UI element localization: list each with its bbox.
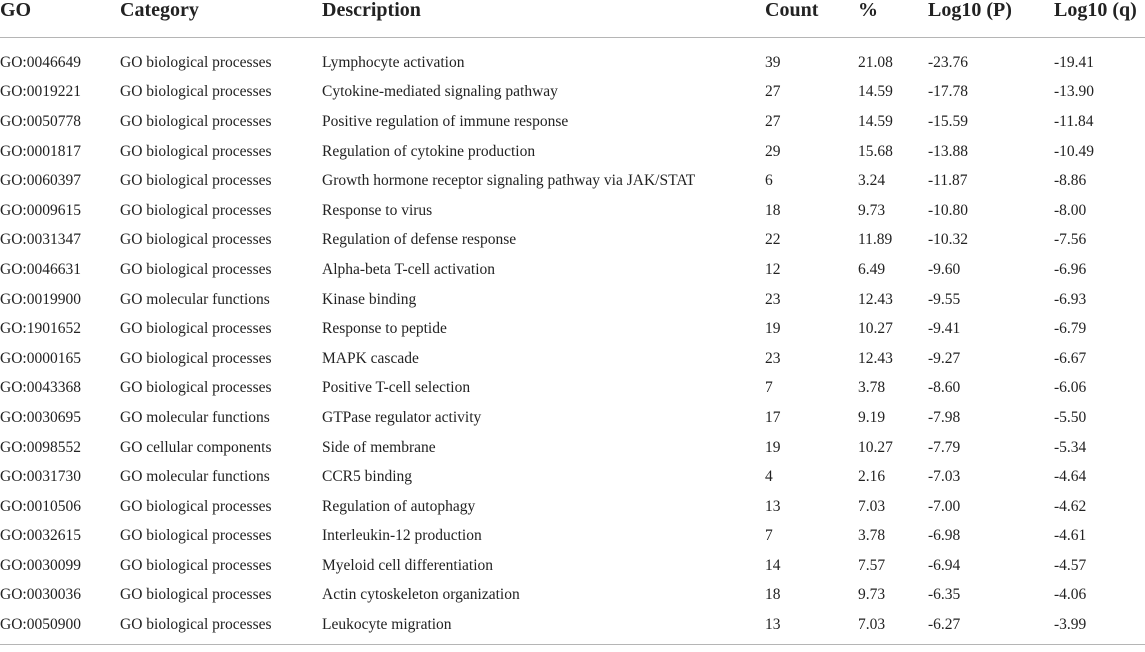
table-row bbox=[0, 78, 1145, 108]
percent-cell: 9.73 bbox=[858, 586, 886, 604]
category-cell: GO molecular functions bbox=[120, 290, 270, 308]
count-cell: 18 bbox=[765, 201, 781, 219]
percent-cell: 14.59 bbox=[858, 83, 893, 101]
category-cell: GO biological processes bbox=[120, 349, 272, 367]
log10-q-cell: -4.06 bbox=[1054, 586, 1087, 604]
category-cell: GO molecular functions bbox=[120, 408, 270, 426]
description-cell: Regulation of cytokine production bbox=[322, 142, 536, 160]
log10-p-cell: -7.03 bbox=[928, 468, 961, 486]
log10-p-cell: -10.32 bbox=[928, 231, 969, 249]
table-header bbox=[0, 0, 1145, 38]
go-id-cell: GO:0019221 bbox=[0, 83, 81, 101]
percent-cell: 12.43 bbox=[858, 290, 893, 308]
description-cell: Actin cytoskeleton organization bbox=[322, 586, 520, 604]
description-cell: Leukocyte migration bbox=[322, 610, 765, 644]
category-cell: GO biological processes bbox=[120, 142, 272, 160]
table-row bbox=[0, 433, 1145, 463]
table-row bbox=[0, 403, 1145, 433]
percent-cell: 21.08 bbox=[858, 53, 893, 71]
description-cell: Response to virus bbox=[322, 201, 433, 219]
percent-cell: 9.73 bbox=[858, 201, 886, 219]
count-cell: 6 bbox=[765, 172, 773, 190]
category-cell: GO biological processes bbox=[120, 112, 272, 130]
log10-p-cell: -23.76 bbox=[928, 53, 969, 71]
table-row bbox=[0, 344, 1145, 374]
table-row bbox=[0, 255, 1145, 285]
log10-p-cell: -6.35 bbox=[928, 586, 961, 604]
go-id-cell: GO:0098552 bbox=[0, 438, 81, 456]
log10-p-cell: -13.88 bbox=[928, 142, 969, 160]
table-row bbox=[0, 38, 1145, 78]
description-cell: CCR5 binding bbox=[322, 468, 413, 486]
log10-q-cell: -5.50 bbox=[1054, 408, 1087, 426]
table-row bbox=[0, 522, 1145, 552]
table-row bbox=[0, 196, 1145, 226]
description-cell: Response to peptide bbox=[322, 320, 447, 338]
count-cell: 18 bbox=[765, 586, 781, 604]
header-description: Description bbox=[322, 0, 765, 38]
count-cell: 12 bbox=[765, 260, 781, 278]
category-cell: GO biological processes bbox=[120, 83, 272, 101]
description-cell: Myeloid cell differentiation bbox=[322, 556, 494, 574]
table-row bbox=[0, 581, 1145, 611]
log10-q-cell: -3.99 bbox=[1054, 610, 1145, 644]
percent-cell: 7.57 bbox=[858, 556, 886, 574]
go-id-cell: GO:0000165 bbox=[0, 349, 81, 367]
log10-q-cell: -10.49 bbox=[1054, 142, 1095, 160]
log10-q-cell: -4.57 bbox=[1054, 556, 1087, 574]
category-cell: GO biological processes bbox=[120, 586, 272, 604]
category-cell: GO biological processes bbox=[120, 260, 272, 278]
log10-q-cell: -4.61 bbox=[1054, 527, 1087, 545]
description-cell: Lymphocyte activation bbox=[322, 53, 465, 71]
go-id-cell: GO:0046631 bbox=[0, 260, 81, 278]
go-id-cell: GO:0043368 bbox=[0, 379, 81, 397]
header-log10-q: Log10 (q) bbox=[1054, 0, 1145, 38]
log10-q-cell: -5.34 bbox=[1054, 438, 1087, 456]
log10-p-cell: -7.00 bbox=[928, 497, 961, 515]
table-body bbox=[0, 38, 1145, 645]
category-cell: GO biological processes bbox=[120, 379, 272, 397]
count-cell: 7 bbox=[765, 527, 773, 545]
percent-cell: 7.03 bbox=[858, 610, 928, 644]
log10-q-cell: -6.96 bbox=[1054, 260, 1087, 278]
description-cell: Positive regulation of immune response bbox=[322, 112, 569, 130]
log10-p-cell: -6.98 bbox=[928, 527, 961, 545]
log10-q-cell: -7.56 bbox=[1054, 231, 1087, 249]
percent-cell: 10.27 bbox=[858, 438, 893, 456]
description-cell: Side of membrane bbox=[322, 438, 436, 456]
percent-cell: 7.03 bbox=[858, 497, 886, 515]
go-id-cell: GO:0030099 bbox=[0, 556, 81, 574]
percent-cell: 11.89 bbox=[858, 231, 893, 249]
log10-q-cell: -4.62 bbox=[1054, 497, 1087, 515]
category-cell: GO biological processes bbox=[120, 610, 322, 644]
percent-cell: 14.59 bbox=[858, 112, 893, 130]
count-cell: 4 bbox=[765, 468, 773, 486]
count-cell: 13 bbox=[765, 610, 858, 644]
count-cell: 23 bbox=[765, 290, 781, 308]
log10-q-cell: -6.79 bbox=[1054, 320, 1087, 338]
percent-cell: 3.24 bbox=[858, 172, 886, 190]
go-id-cell: GO:0030036 bbox=[0, 586, 81, 604]
count-cell: 29 bbox=[765, 142, 781, 160]
count-cell: 23 bbox=[765, 349, 781, 367]
count-cell: 19 bbox=[765, 320, 781, 338]
table-row bbox=[0, 285, 1145, 315]
go-id-cell: GO:0031730 bbox=[0, 468, 81, 486]
header-go: GO bbox=[0, 0, 120, 38]
count-cell: 7 bbox=[765, 379, 773, 397]
go-id-cell: GO:0050900 bbox=[0, 610, 120, 644]
go-id-cell: GO:0001817 bbox=[0, 142, 81, 160]
count-cell: 27 bbox=[765, 112, 781, 130]
table-row bbox=[0, 374, 1145, 404]
header-percent: % bbox=[858, 0, 928, 38]
table-row bbox=[0, 462, 1145, 492]
log10-q-cell: -11.84 bbox=[1054, 112, 1094, 130]
percent-cell: 12.43 bbox=[858, 349, 893, 367]
count-cell: 39 bbox=[765, 53, 781, 71]
log10-p-cell: -6.94 bbox=[928, 556, 961, 574]
log10-p-cell: -6.27 bbox=[928, 610, 1054, 644]
log10-q-cell: -19.41 bbox=[1054, 53, 1095, 71]
category-cell: GO biological processes bbox=[120, 497, 272, 515]
percent-cell: 2.16 bbox=[858, 468, 886, 486]
category-cell: GO biological processes bbox=[120, 320, 272, 338]
percent-cell: 6.49 bbox=[858, 260, 886, 278]
log10-p-cell: -11.87 bbox=[928, 172, 968, 190]
log10-p-cell: -9.41 bbox=[928, 320, 961, 338]
log10-p-cell: -17.78 bbox=[928, 83, 969, 101]
category-cell: GO biological processes bbox=[120, 172, 272, 190]
table-row bbox=[0, 137, 1145, 167]
log10-p-cell: -10.80 bbox=[928, 201, 969, 219]
log10-p-cell: -9.60 bbox=[928, 260, 961, 278]
header-category: Category bbox=[120, 0, 322, 38]
category-cell: GO biological processes bbox=[120, 231, 272, 249]
go-id-cell: GO:0009615 bbox=[0, 201, 81, 219]
percent-cell: 10.27 bbox=[858, 320, 893, 338]
log10-p-cell: -7.98 bbox=[928, 408, 961, 426]
log10-p-cell: -9.27 bbox=[928, 349, 961, 367]
go-id-cell: GO:0010506 bbox=[0, 497, 81, 515]
log10-q-cell: -4.64 bbox=[1054, 468, 1087, 486]
percent-cell: 9.19 bbox=[858, 408, 886, 426]
table-row bbox=[0, 492, 1145, 522]
log10-q-cell: -13.90 bbox=[1054, 83, 1095, 101]
log10-p-cell: -7.79 bbox=[928, 438, 961, 456]
count-cell: 14 bbox=[765, 556, 781, 574]
log10-q-cell: -6.06 bbox=[1054, 379, 1087, 397]
description-cell: Alpha-beta T-cell activation bbox=[322, 260, 496, 278]
count-cell: 22 bbox=[765, 231, 781, 249]
log10-p-cell: -8.60 bbox=[928, 379, 961, 397]
go-id-cell: GO:0031347 bbox=[0, 231, 81, 249]
go-id-cell: GO:0030695 bbox=[0, 408, 81, 426]
description-cell: Kinase binding bbox=[322, 290, 417, 308]
description-cell: MAPK cascade bbox=[322, 349, 419, 367]
log10-q-cell: -8.86 bbox=[1054, 172, 1087, 190]
log10-q-cell: -6.93 bbox=[1054, 290, 1087, 308]
description-cell: Positive T-cell selection bbox=[322, 379, 471, 397]
log10-q-cell: -6.67 bbox=[1054, 349, 1087, 367]
description-cell: Regulation of defense response bbox=[322, 231, 517, 249]
table-row bbox=[0, 314, 1145, 344]
log10-p-cell: -15.59 bbox=[928, 112, 969, 130]
category-cell: GO biological processes bbox=[120, 53, 272, 71]
go-id-cell: GO:0032615 bbox=[0, 527, 81, 545]
header-count: Count bbox=[765, 0, 858, 38]
category-cell: GO cellular components bbox=[120, 438, 272, 456]
header-log10-p: Log10 (P) bbox=[928, 0, 1054, 38]
go-id-cell: GO:1901652 bbox=[0, 320, 81, 338]
category-cell: GO biological processes bbox=[120, 556, 272, 574]
go-id-cell: GO:0050778 bbox=[0, 112, 81, 130]
table-row bbox=[0, 166, 1145, 196]
go-id-cell: GO:0046649 bbox=[0, 53, 81, 71]
description-cell: Regulation of autophagy bbox=[322, 497, 476, 515]
log10-q-cell: -8.00 bbox=[1054, 201, 1087, 219]
description-cell: Cytokine-mediated signaling pathway bbox=[322, 83, 558, 101]
go-id-cell: GO:0019900 bbox=[0, 290, 81, 308]
count-cell: 17 bbox=[765, 408, 781, 426]
table-row bbox=[0, 610, 1145, 644]
count-cell: 13 bbox=[765, 497, 781, 515]
percent-cell: 3.78 bbox=[858, 527, 886, 545]
description-cell: Growth hormone receptor signaling pathway via JAK/STAT bbox=[322, 172, 696, 190]
log10-p-cell: -9.55 bbox=[928, 290, 961, 308]
count-cell: 27 bbox=[765, 83, 781, 101]
count-cell: 19 bbox=[765, 438, 781, 456]
table-row bbox=[0, 107, 1145, 137]
percent-cell: 15.68 bbox=[858, 142, 893, 160]
header-row bbox=[0, 0, 1145, 38]
table-row bbox=[0, 226, 1145, 256]
table-row bbox=[0, 551, 1145, 581]
category-cell: GO biological processes bbox=[120, 527, 272, 545]
category-cell: GO molecular functions bbox=[120, 468, 270, 486]
percent-cell: 3.78 bbox=[858, 379, 886, 397]
description-cell: Interleukin-12 production bbox=[322, 527, 482, 545]
go-id-cell: GO:0060397 bbox=[0, 172, 81, 190]
category-cell: GO biological processes bbox=[120, 201, 272, 219]
description-cell: GTPase regulator activity bbox=[322, 408, 482, 426]
